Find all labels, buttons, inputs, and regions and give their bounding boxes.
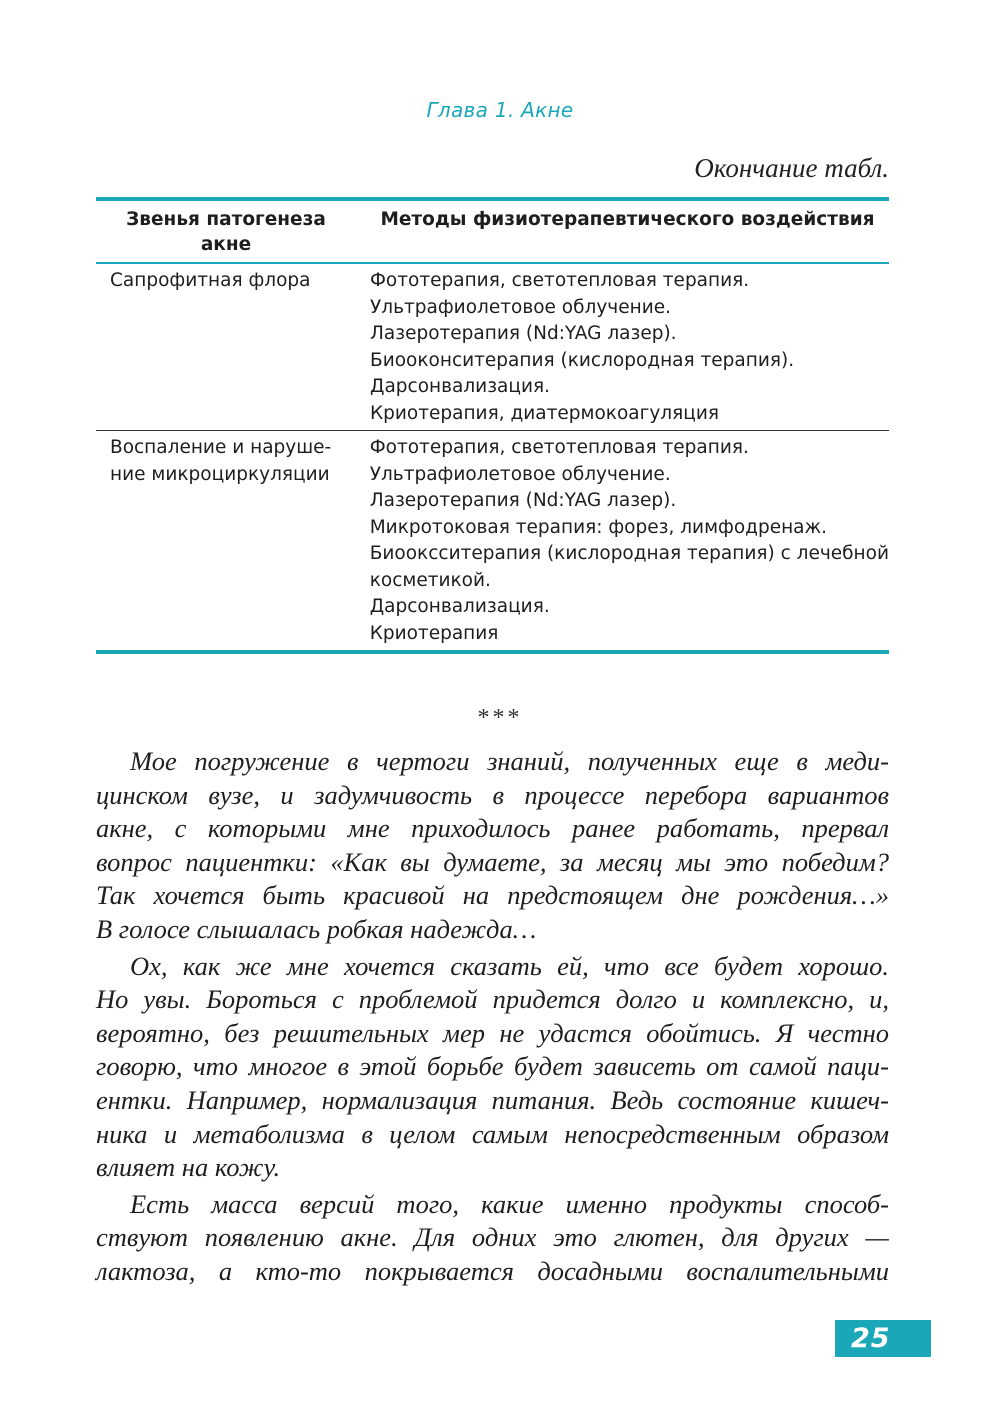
method-item: Ультрафиолетовое облучение.	[369, 463, 671, 485]
text-line: ствуют появлению акне. Для одних это глютен, для других —	[96, 1222, 889, 1253]
method-item: Лазеротерапия (Nd:YAG лазер).	[369, 490, 677, 511]
paragraph	[96, 745, 889, 947]
text-line: влияет на кожу.	[96, 1152, 281, 1183]
text-line: лактоза, а кто-то покрывается досадными воспалительными	[96, 1255, 889, 1286]
running-head: Глава 1. Акне	[426, 98, 574, 122]
text-line: ника и метаболизма в целом самым непосредственным образом	[96, 1118, 889, 1149]
text-line: В голосе слышалась робкая надежда…	[96, 913, 537, 944]
text-line: Есть масса версий того, какие именно продукты способ-	[130, 1188, 889, 1219]
header-col1-line: Звенья патогенеза	[126, 209, 326, 230]
method-item: Фототерапия, светотепловая терапия.	[370, 270, 750, 291]
pathogenesis-cell	[96, 435, 356, 647]
pathogenesis-line: Воспаление и наруше-	[110, 437, 332, 458]
method-item: Дарсонвализация.	[370, 376, 551, 397]
method-item: Биооконситерапия (кислородная терапия).	[370, 349, 795, 371]
method-item: косметикой.	[369, 569, 491, 591]
physiotherapy-table	[96, 197, 889, 654]
text-line: Ох, как же мне хочется сказать ей, что все будет хорошо.	[130, 950, 889, 981]
text-line: Мое погружение в чертоги знаний, полученных еще в меди-	[130, 746, 889, 776]
pathogenesis-line: ние микроциркуляции	[110, 463, 330, 485]
methods-cell	[356, 435, 889, 647]
table-row	[96, 431, 889, 650]
text-line: говорю, что многое в этой борьбе будет зависеть от самой паци-	[96, 1051, 889, 1082]
table-header-row	[96, 201, 889, 262]
method-item: Фототерапия, светотепловая терапия.	[369, 437, 749, 458]
paragraph	[96, 1188, 889, 1289]
section-separator: ***	[477, 705, 523, 731]
header-col1-line: акне	[200, 234, 252, 255]
text-line: вопрос пациентки: «Как вы думаете, за месяц мы это победим?	[96, 846, 889, 877]
pathogenesis-line: Сапрофитная флора	[110, 270, 311, 291]
table-row	[96, 264, 889, 430]
page-number: 25	[835, 1320, 931, 1357]
method-item: Криотерапия	[369, 622, 499, 644]
method-item: Биооксситерапия (кислородная терапия) с лечебной	[369, 543, 889, 564]
text-line: акне, с которыми мне приходилось ранее работать, прервал	[96, 813, 889, 844]
table-bottom-rule	[96, 650, 889, 654]
body-text	[96, 745, 889, 1292]
header-methods: Методы физиотерапевтического воздействия	[380, 209, 875, 230]
method-item: Дарсонвализация.	[369, 596, 550, 617]
paragraph	[96, 950, 889, 1185]
text-line: цинском вузе, и задумчивость в процессе перебора вариантов	[96, 779, 889, 810]
text-line: Так хочется быть красивой на предстоящем дне рождения…»	[96, 880, 889, 911]
table-caption: Окончание табл.	[694, 153, 889, 183]
methods-cell	[356, 268, 889, 427]
method-item: Лазеротерапия (Nd:YAG лазер).	[370, 323, 677, 344]
method-item: Криотерапия, диатермокоагуляция	[370, 402, 719, 424]
text-line: Но увы. Бороться с проблемой придется долго и комплексно, и,	[96, 984, 889, 1015]
method-item: Микротоковая терапия: форез, лимфодренаж.	[369, 516, 828, 538]
method-item: Ультрафиолетовое облучение.	[370, 296, 671, 318]
text-line: вероятно, без решительных мер не удастся обойтись. Я честно	[96, 1017, 889, 1048]
pathogenesis-cell	[96, 268, 356, 427]
text-line: ентки. Например, нормализация питания. Ведь состояние кишеч-	[96, 1084, 889, 1115]
header-pathogenesis	[96, 207, 356, 257]
